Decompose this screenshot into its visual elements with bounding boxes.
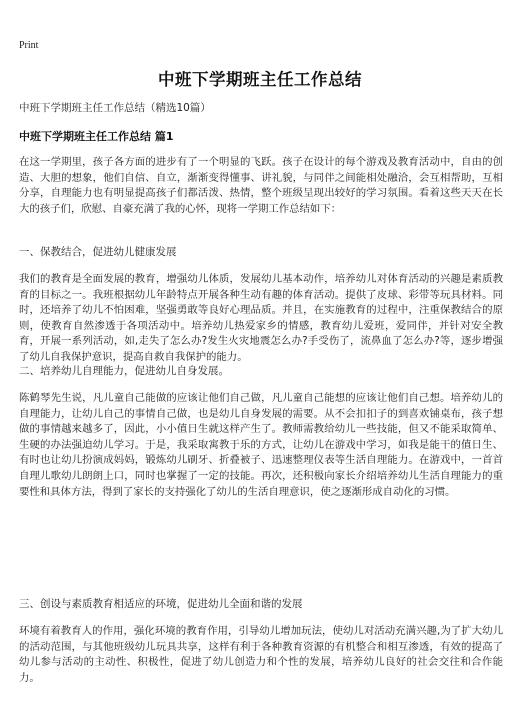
heading-environment: 三、创设与素质教育相适应的环境，促进幼儿全面和谐的发展 [19, 598, 303, 610]
paragraph-health: 我们的教育是全面发展的教育，增强幼儿体质，发展幼儿基本动作，培养幼儿对体育活动的兴趣是素质教育的目标之一。我班根据幼儿年龄特点开展各种生动有趣的体育活动。提供了皮球、彩带等玩具材料。同时，还培养了幼儿不怕困难，坚强勇敢等良好心理品质。并且，在实施教育的过程中，注重保教结合的原则，使教育自然渗透于各项活动中。培养幼儿热爱家乡的情感，教育幼儿爱班，爱同伴，并针对安全教育，开展一系列活动，如,走失了怎么办?发生火灾地震怎么办?手受伤了，流鼻血了怎么办?等，逐步增强了幼儿自我保护意识，提高自救自我保护的能力。 [19, 273, 503, 363]
paragraph-environment: 环境有着教育人的作用，强化环境的教育作用，引导幼儿增加玩法，使幼儿对活动充满兴趣,为了扩大幼儿的活动范围，与其他班级幼儿玩具共享，这样有利于各种教育资源的有机整合和相互渗透，有效的提高了幼儿参与活动的主动性、积极性，促进了幼儿创造力和个性的发展，培养幼儿良好的社会交往和合作能力。 [19, 625, 503, 684]
section-title: 中班下学期班主任工作总结 篇1 [19, 130, 174, 143]
intro-paragraph: 在这一学期里，孩子各方面的进步有了一个明显的飞跃。孩子在设计的每个游戏及教育活动中，自由的创造、大胆的想象，他们自信、自立，渐渐变得懂事、讲礼貌，与同伴之间能相处融洽，会互相帮助，互相分享，自理能力也有明显提高孩子们都活泼、热情，整个班级呈现出较好的学习氛围。看着这些天天在长大的孩子们，欣慰、自豪充满了我的心怀，现将一学期工作总结如下： [19, 156, 503, 215]
heading-self-care: 二、培养幼儿自理能力，促进幼儿自身发展。 [19, 365, 229, 377]
heading-health: 一、保教结合，促进幼儿健康发展 [19, 246, 177, 258]
page-title: 中班下学期班主任工作总结 [158, 70, 362, 89]
print-link[interactable]: Print [19, 40, 39, 51]
document-subtitle: 中班下学期班主任工作总结（精选10篇） [19, 102, 211, 114]
paragraph-self-care: 陈鹤琴先生说，凡儿童自己能做的应该让他们自己做，凡儿童自己能想的应该让他们自己想。培养幼儿的自理能力，让幼儿自己的事情自己做，也是幼儿自身发展的需要。从不会扣扣子的到喜欢铺桌布，孩子想做的事情越来越多了，因此，小小值日生就这样产生了。教师需教给幼儿一些技能，但又不能采取简单、生硬的办法强迫幼儿学习。于是，我采取寓教于乐的方式，让幼儿在游戏中学习，如我是能干的值日生、有时也让幼儿扮演成妈妈，锻炼幼儿刷牙、折叠被子、迅速整理仪表等生活自理能力。在游戏中，一首首自理儿歌幼儿朗朗上口，同时也掌握了一定的技能。再次，还积极向家长介绍培养幼儿生活自理能力的重要性和具体方法，得到了家长的支持强化了幼儿的生活自理意识，使之逐渐形成自动化的习惯。 [19, 392, 503, 498]
